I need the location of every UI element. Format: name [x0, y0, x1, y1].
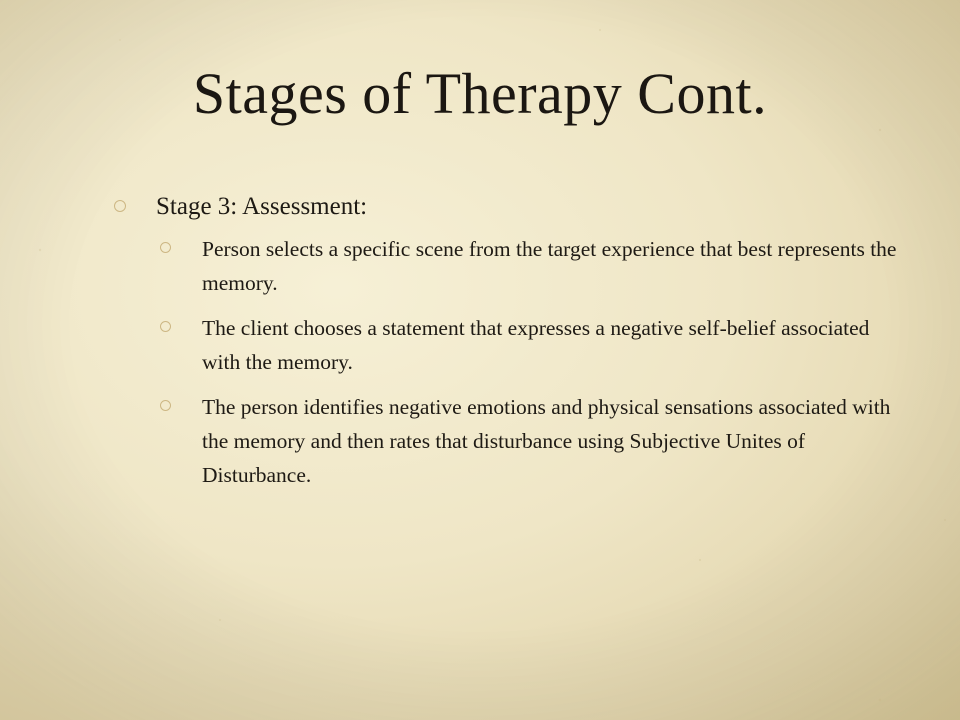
- sub-bullet-text: Person selects a specific scene from the target experience that best represents the memory.: [202, 237, 897, 295]
- sub-bullet-text: The client chooses a statement that expresses a negative self-belief associated with the memory.: [202, 316, 870, 374]
- slide-content: [110, 190, 897, 503]
- hollow-circle-bullet-icon: [114, 200, 126, 212]
- hollow-circle-bullet-icon: [160, 321, 171, 332]
- bullet-stage-heading: [110, 190, 890, 224]
- slide-title: Stages of Therapy Cont.: [192, 61, 768, 126]
- sub-bullet-item: [156, 311, 902, 379]
- sub-bullet-item: [156, 232, 902, 300]
- hollow-circle-bullet-icon: [160, 400, 171, 411]
- stage-heading-text: Stage 3: Assessment:: [156, 193, 368, 220]
- hollow-circle-bullet-icon: [160, 242, 171, 253]
- sub-bullet-text: The person identifies negative emotions and physical sensations associated with the memory and then rates that disturbance using Subjective Unites of Disturbance.: [202, 395, 891, 487]
- sub-bullet-item: [156, 390, 902, 492]
